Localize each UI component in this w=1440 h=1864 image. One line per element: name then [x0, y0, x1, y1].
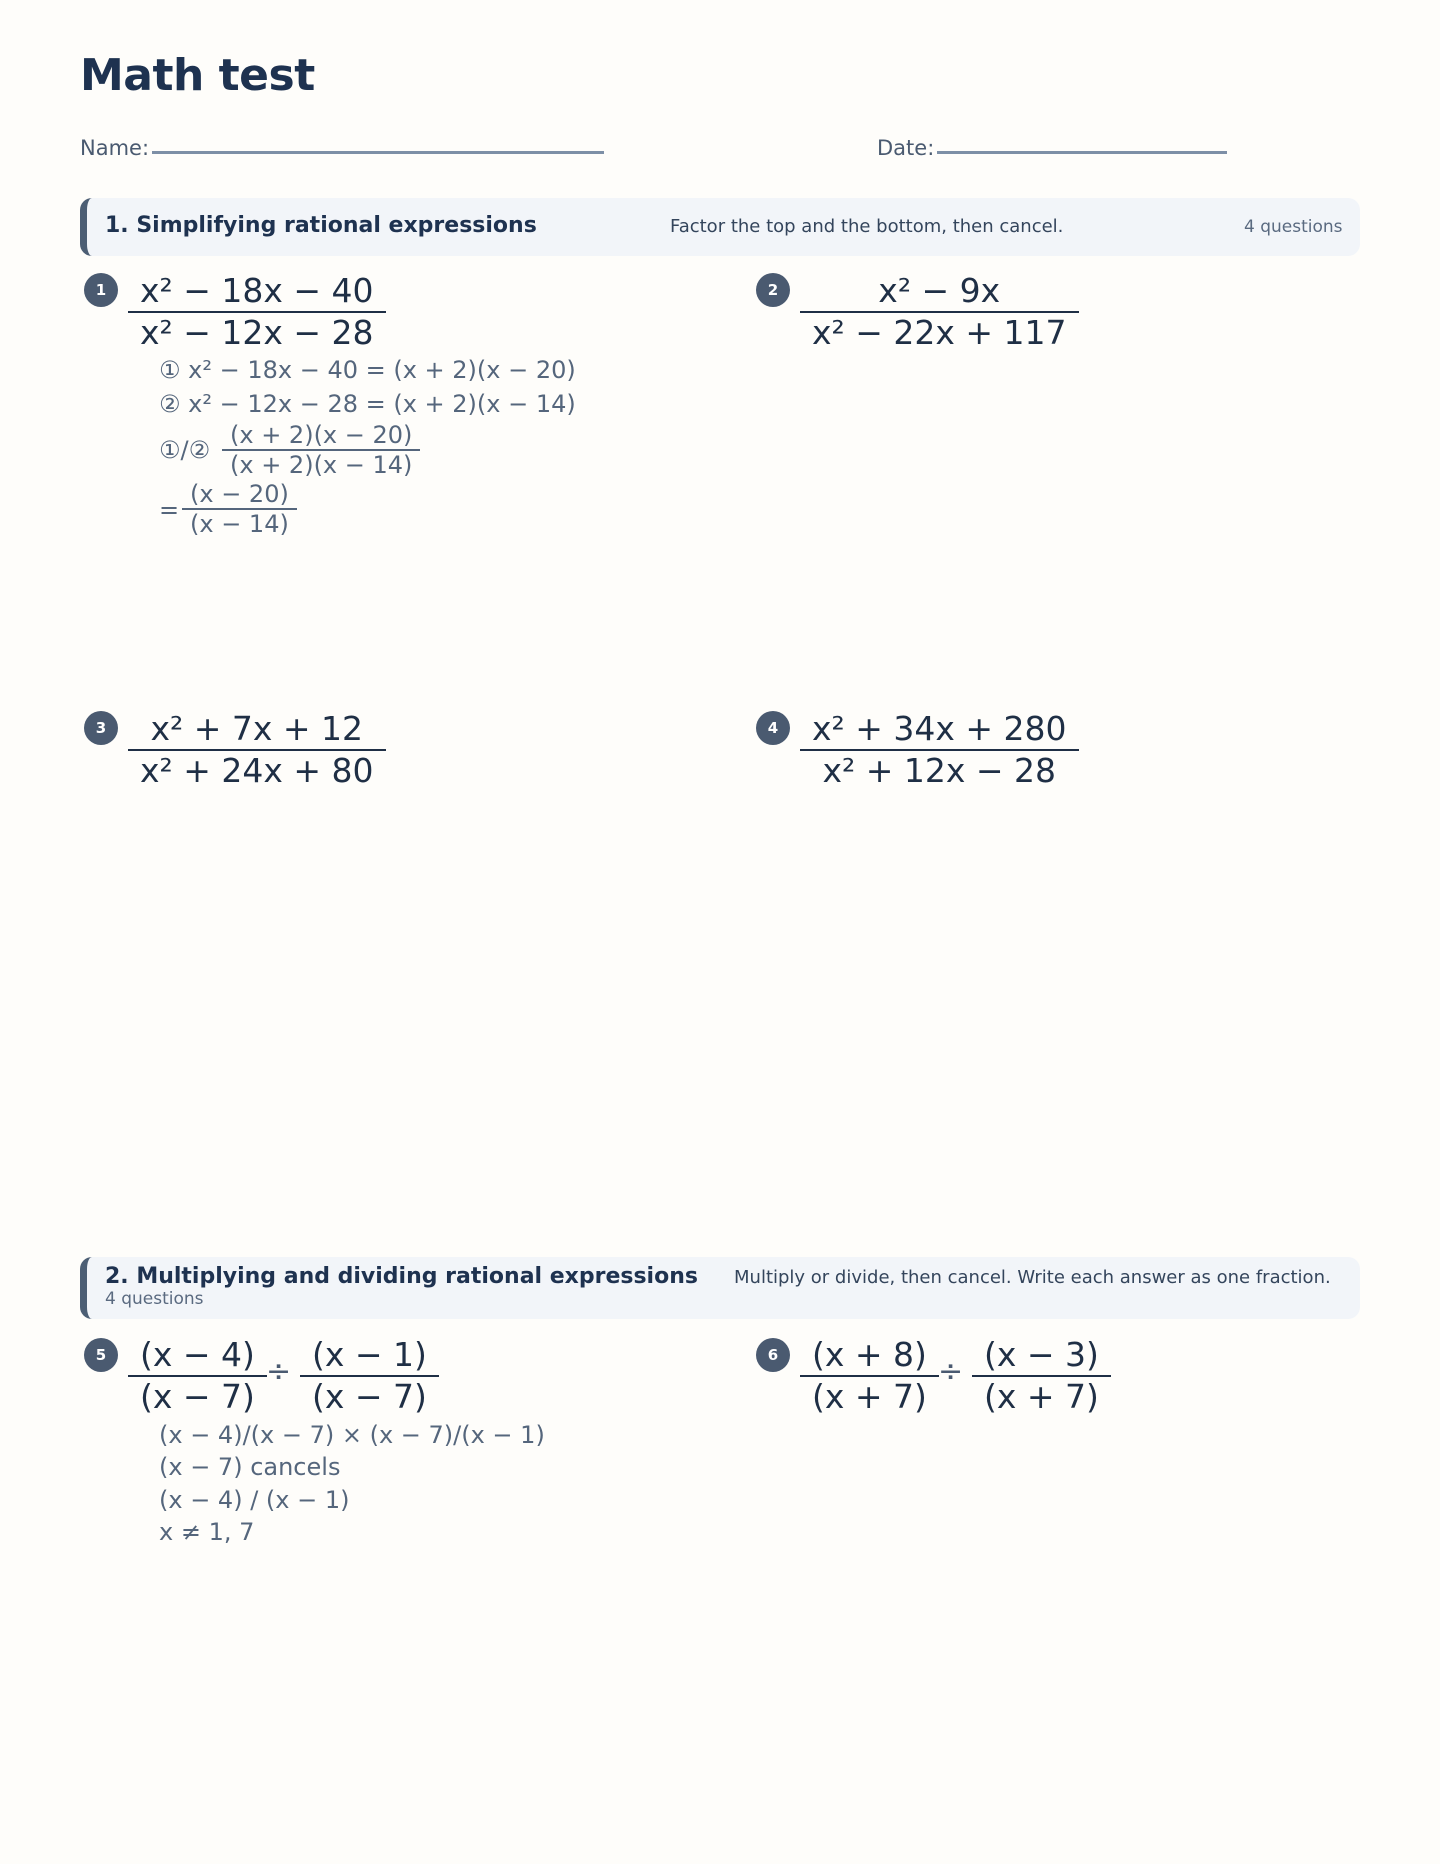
- section-2-title: 2. Multiplying and dividing rational expressions: [105, 1264, 698, 1289]
- work-step-4-prefix: =: [159, 496, 180, 524]
- work-step-3-prefix: ①/②: [159, 436, 211, 464]
- numerator: (x + 8): [812, 1335, 927, 1374]
- divide-operator: ÷: [938, 1354, 964, 1389]
- work-step-4-fraction: [182, 480, 297, 538]
- denominator: x² + 12x − 28: [822, 751, 1057, 790]
- work-step-3-fraction: [222, 421, 420, 479]
- date-field[interactable]: [937, 151, 1227, 154]
- section-2-count: 4 questions: [105, 1289, 204, 1309]
- work-line-2: (x − 7) cancels: [159, 1453, 341, 1481]
- page-title: Math test: [80, 50, 315, 101]
- numerator: x² + 34x + 280: [812, 709, 1067, 748]
- question-number-badge: 1: [84, 273, 118, 307]
- numerator: (x − 20): [190, 480, 289, 508]
- section-1-instruction: Factor the top and the bottom, then cancel.: [670, 216, 1064, 237]
- denominator: (x + 7): [984, 1377, 1099, 1416]
- date-label: Date:: [877, 136, 935, 160]
- denominator: (x − 7): [312, 1377, 427, 1416]
- denominator: (x − 7): [140, 1377, 255, 1416]
- denominator: (x + 2)(x − 14): [230, 451, 413, 479]
- denominator: x² − 22x + 117: [812, 313, 1067, 352]
- work-step-1: ① x² − 18x − 40 = (x + 2)(x − 20): [159, 356, 576, 384]
- work-line-4: x ≠ 1, 7: [159, 1518, 255, 1546]
- question-4-expression: [800, 709, 1079, 791]
- question-5-left-fraction: [128, 1335, 267, 1417]
- numerator: (x − 3): [984, 1335, 1099, 1374]
- work-line-1: (x − 4)/(x − 7) × (x − 7)/(x − 1): [159, 1421, 545, 1449]
- section-1-title: 1. Simplifying rational expressions: [105, 213, 537, 238]
- question-2-expression: [800, 271, 1079, 353]
- name-label: Name:: [80, 136, 150, 160]
- work-step-2: ② x² − 12x − 28 = (x + 2)(x − 14): [159, 390, 576, 418]
- section-1-count: 4 questions: [1244, 217, 1343, 237]
- question-1-expression: [128, 271, 386, 353]
- question-6-left-fraction: [800, 1335, 939, 1417]
- denominator: x² + 24x + 80: [140, 751, 374, 790]
- question-number-badge: 6: [756, 1338, 790, 1372]
- denominator: x² − 12x − 28: [140, 313, 374, 352]
- numerator: x² + 7x + 12: [150, 709, 364, 748]
- question-5-right-fraction: [300, 1335, 439, 1417]
- numerator: x² − 9x: [878, 271, 1001, 310]
- question-6-right-fraction: [972, 1335, 1111, 1417]
- numerator: x² − 18x − 40: [140, 271, 374, 310]
- question-number-badge: 4: [756, 711, 790, 745]
- question-number-badge: 2: [756, 273, 790, 307]
- work-line-3: (x − 4) / (x − 1): [159, 1486, 350, 1514]
- numerator: (x + 2)(x − 20): [230, 421, 413, 449]
- denominator: (x + 7): [812, 1377, 927, 1416]
- denominator: (x − 14): [190, 510, 289, 538]
- divide-operator: ÷: [266, 1354, 292, 1389]
- name-field[interactable]: [152, 151, 604, 154]
- section-2-instruction: Multiply or divide, then cancel. Write each answer as one fraction.: [734, 1267, 1331, 1288]
- question-number-badge: 5: [84, 1338, 118, 1372]
- numerator: (x − 1): [312, 1335, 427, 1374]
- question-3-expression: [128, 709, 386, 791]
- numerator: (x − 4): [140, 1335, 255, 1374]
- question-number-badge: 3: [84, 711, 118, 745]
